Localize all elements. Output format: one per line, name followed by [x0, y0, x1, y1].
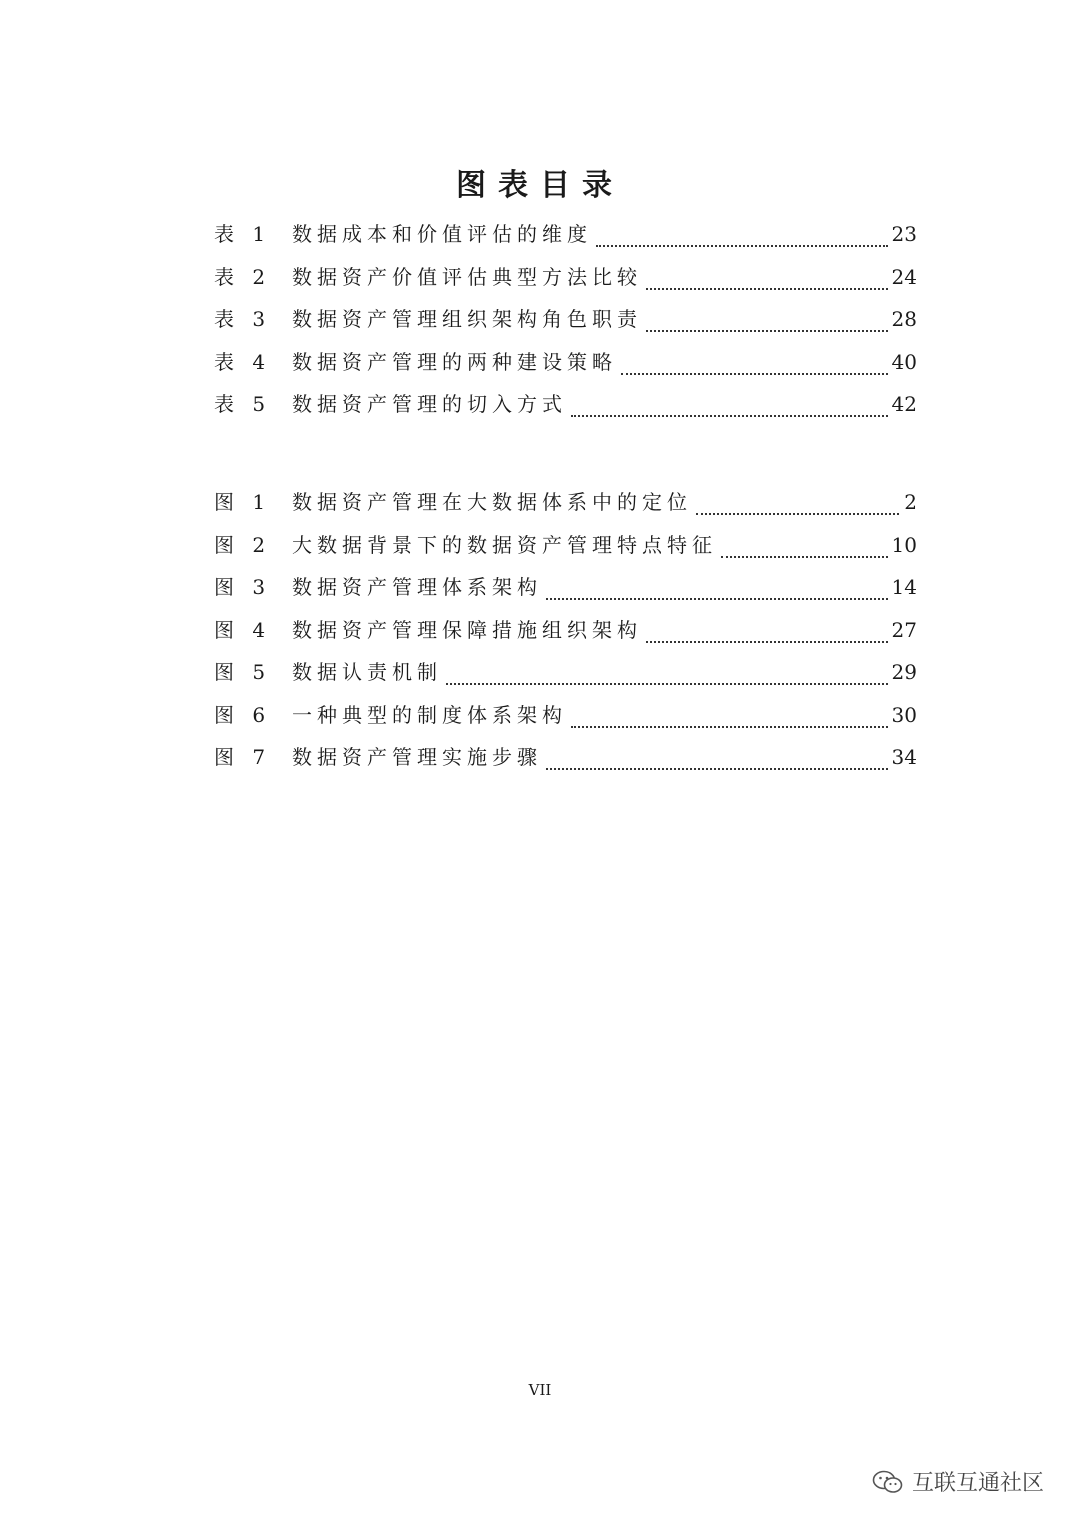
entry-label: 表 5 [214, 392, 272, 416]
table-entry[interactable] [214, 218, 917, 261]
entry-title: 大数据背景下的数据资产管理特点特征 [292, 532, 717, 557]
page-title: 图表目录 [456, 168, 624, 203]
figure-entry[interactable] [214, 741, 917, 784]
dot-leader [621, 373, 888, 375]
figure-entry[interactable] [214, 614, 917, 657]
table-entry[interactable] [214, 346, 917, 389]
entry-title: 数据成本和价值评估的维度 [292, 222, 592, 246]
entry-label: 表 2 [214, 264, 272, 289]
dot-leader [646, 330, 888, 332]
table-entry[interactable] [214, 388, 917, 431]
entry-label: 表 3 [214, 307, 272, 331]
entry-page-number: 30 [891, 702, 917, 727]
dot-leader [696, 513, 899, 515]
figure-entry[interactable] [214, 699, 917, 742]
table-list [214, 218, 917, 431]
entry-title: 数据资产管理组织架构角色职责 [292, 307, 642, 331]
figure-entry[interactable] [214, 656, 917, 699]
entry-page-number: 27 [891, 617, 917, 642]
entry-label: 图 6 [214, 702, 272, 727]
entry-title: 数据认责机制 [292, 660, 442, 684]
entry-page-number: 34 [891, 745, 917, 769]
dot-leader [571, 415, 888, 417]
entry-page-number: 42 [891, 392, 917, 416]
page-number: VII [528, 1381, 552, 1399]
entry-page-number: 24 [891, 264, 917, 289]
entry-page-number: 2 [904, 490, 917, 514]
entry-title: 数据资产管理的切入方式 [292, 392, 567, 416]
dot-leader [721, 556, 888, 558]
dot-leader [646, 641, 888, 643]
wechat-icon [872, 1469, 904, 1495]
dot-leader [571, 726, 888, 728]
table-entry[interactable] [214, 261, 917, 304]
figure-list [214, 486, 917, 784]
entry-label: 表 4 [214, 349, 272, 374]
entry-title: 数据资产价值评估典型方法比较 [292, 264, 642, 289]
dot-leader [596, 245, 888, 247]
entry-label: 图 4 [214, 617, 272, 642]
entry-label: 表 1 [214, 222, 272, 246]
entry-title: 数据资产管理体系架构 [292, 575, 542, 599]
dot-leader [546, 768, 888, 770]
entry-title: 数据资产管理实施步骤 [292, 745, 542, 769]
dot-leader [446, 683, 888, 685]
entry-page-number: 28 [891, 307, 917, 331]
figure-entry[interactable] [214, 486, 917, 529]
entry-title: 数据资产管理在大数据体系中的定位 [292, 490, 692, 514]
entry-page-number: 14 [891, 575, 917, 599]
table-entry[interactable] [214, 303, 917, 346]
entry-page-number: 23 [891, 222, 917, 246]
watermark-text: 互联互通社区 [911, 1471, 1044, 1496]
entry-label: 图 2 [214, 532, 272, 557]
entry-label: 图 5 [214, 660, 272, 684]
entry-title: 数据资产管理保障措施组织架构 [292, 617, 642, 642]
figure-entry[interactable] [214, 571, 917, 614]
entry-label: 图 7 [214, 745, 272, 769]
entry-label: 图 1 [214, 490, 272, 514]
entry-page-number: 40 [891, 349, 917, 374]
entry-page-number: 29 [891, 660, 917, 684]
entry-title: 一种典型的制度体系架构 [292, 702, 567, 727]
dot-leader [546, 598, 888, 600]
entry-title: 数据资产管理的两种建设策略 [292, 349, 617, 374]
watermark [872, 1466, 1044, 1497]
dot-leader [646, 288, 888, 290]
entry-page-number: 10 [891, 532, 917, 557]
figure-entry[interactable] [214, 529, 917, 572]
entry-label: 图 3 [214, 575, 272, 599]
